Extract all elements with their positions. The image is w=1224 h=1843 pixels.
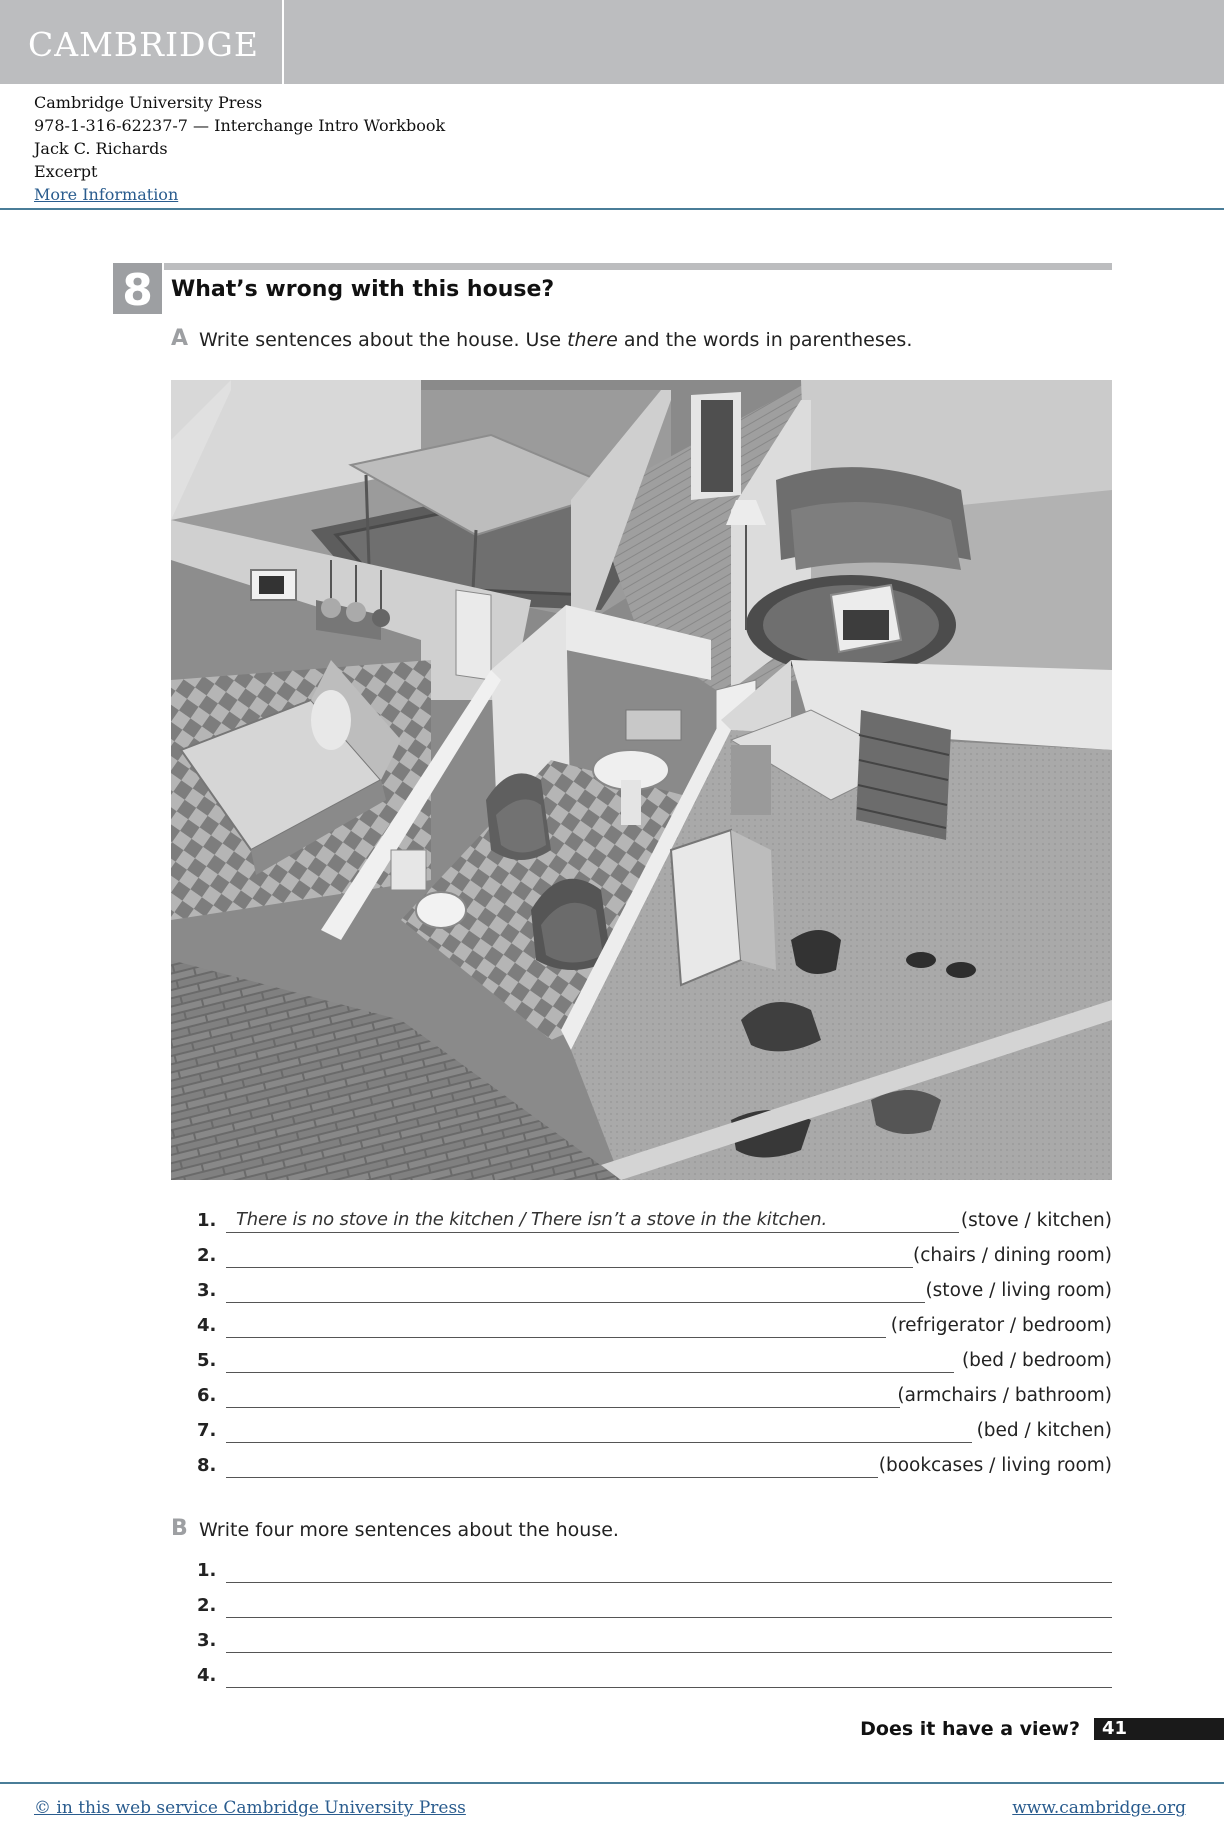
cambridge-logo: CAMBRIDGE	[28, 25, 259, 64]
house-illustration	[171, 380, 1112, 1180]
publisher: Cambridge University Press	[34, 93, 263, 112]
item-number: 2.	[197, 1595, 217, 1616]
item-number: 1.	[197, 1560, 217, 1581]
more-information-link[interactable]: More Information	[34, 185, 179, 204]
exercise-a-item	[197, 1210, 1112, 1240]
exercise-a-item	[197, 1280, 1112, 1310]
answer-line[interactable]	[226, 1560, 1112, 1583]
answer-line[interactable]	[226, 1420, 972, 1443]
item-number: 1.	[197, 1210, 217, 1231]
cue-text: (bookcases / living room)	[878, 1455, 1112, 1476]
item-number: 3.	[197, 1630, 217, 1651]
cue-text: (refrigerator / bedroom)	[890, 1315, 1112, 1336]
exercise-a-item	[197, 1315, 1112, 1345]
item-number: 4.	[197, 1315, 217, 1336]
part-b-instruction: Write four more sentences about the house.	[199, 1519, 619, 1541]
exercise-a-item	[197, 1455, 1112, 1485]
item-number: 4.	[197, 1665, 217, 1686]
excerpt-label: Excerpt	[34, 162, 98, 181]
item-number: 2.	[197, 1245, 217, 1266]
cue-text: (stove / living room)	[925, 1280, 1112, 1301]
copyright-link[interactable]: © in this web service Cambridge University Press	[34, 1798, 466, 1818]
answer-line[interactable]	[226, 1315, 886, 1338]
answer-line[interactable]	[226, 1385, 900, 1408]
part-b-label: B	[171, 1516, 188, 1541]
book-metadata	[34, 91, 445, 206]
exercise-a-item	[197, 1245, 1112, 1275]
footer-rule	[0, 1782, 1224, 1784]
answer-line[interactable]	[226, 1280, 925, 1303]
page-number: 41	[1102, 1718, 1128, 1739]
answer-line[interactable]	[226, 1245, 913, 1268]
cue-text: (stove / kitchen)	[960, 1210, 1112, 1231]
answer-line[interactable]	[226, 1210, 959, 1233]
section-bar	[164, 263, 1112, 270]
logo-box	[0, 0, 284, 84]
exercise-b-item	[197, 1665, 1112, 1695]
exercise-a-item	[197, 1350, 1112, 1380]
answer-line[interactable]	[226, 1595, 1112, 1618]
isbn-title: 978-1-316-62237-7 — Interchange Intro Workbook	[34, 116, 446, 135]
item-number: 7.	[197, 1420, 217, 1441]
item-number: 3.	[197, 1280, 217, 1301]
answer-line[interactable]	[226, 1350, 954, 1373]
part-a-label: A	[171, 326, 189, 351]
item-number: 8.	[197, 1455, 217, 1476]
header-rule	[0, 208, 1224, 210]
cue-text: (bed / bedroom)	[961, 1350, 1112, 1371]
section-number: 8	[113, 263, 162, 314]
exercise-a-item	[197, 1385, 1112, 1415]
section-title: What’s wrong with this house?	[171, 277, 555, 302]
page-number-bar	[1094, 1718, 1224, 1740]
website-link[interactable]: www.cambridge.org	[1012, 1798, 1186, 1818]
answer-text: There is no stove in the kitchen / There isn’t a stove in the kitchen.	[236, 1209, 827, 1230]
answer-line[interactable]	[226, 1455, 878, 1478]
cue-text: (armchairs / bathroom)	[897, 1385, 1112, 1406]
answer-line[interactable]	[226, 1630, 1112, 1653]
cue-text: (chairs / dining room)	[912, 1245, 1112, 1266]
cue-text: (bed / kitchen)	[976, 1420, 1112, 1441]
item-number: 5.	[197, 1350, 217, 1371]
unit-title: Does it have a view?	[860, 1718, 1080, 1740]
exercise-b-item	[197, 1560, 1112, 1590]
header-bar	[0, 0, 1224, 84]
exercise-a-item	[197, 1420, 1112, 1450]
item-number: 6.	[197, 1385, 217, 1406]
part-a-instruction: Write sentences about the house. Use there and the words in parentheses.	[199, 329, 913, 351]
author: Jack C. Richards	[34, 139, 168, 158]
exercise-b-item	[197, 1595, 1112, 1625]
answer-line[interactable]	[226, 1665, 1112, 1688]
exercise-b-item	[197, 1630, 1112, 1660]
